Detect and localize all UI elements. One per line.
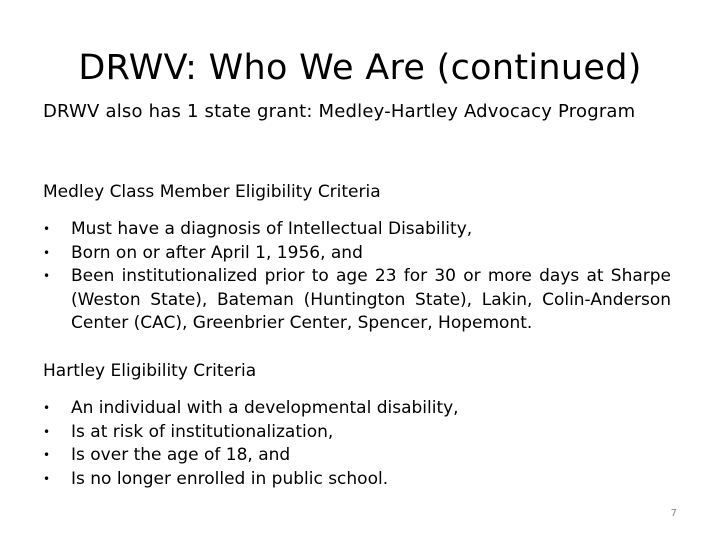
medley-criteria-list [43, 218, 671, 336]
list-item [43, 218, 671, 242]
intro-paragraph: DRWV also has 1 state grant: Medley-Hartley Advocacy Program [43, 101, 636, 122]
slide-title: DRWV: Who We Are (continued) [78, 48, 642, 88]
list-item [43, 421, 671, 445]
list-item-text: Been institutionalized prior to age 23 for 30 or more days at Sharpe (Weston State), Bateman (Huntington State), Lakin, Colin-Anderson Center (CAC), Greenbrier Center, Spencer, Hopemont. [71, 266, 671, 333]
bullet-icon: • [43, 448, 51, 462]
list-item-text: Is over the age of 18, and [71, 445, 291, 465]
list-item-text: Is no longer enrolled in public school. [71, 468, 389, 489]
bullet-icon: • [43, 269, 51, 283]
bullet-icon: • [43, 245, 51, 260]
list-item [43, 265, 671, 336]
bullet-icon: • [43, 222, 51, 236]
list-item-text: An individual with a developmental disability, [71, 398, 459, 418]
page-number: 7 [670, 508, 677, 519]
bullet-icon: • [43, 471, 51, 486]
list-item [43, 242, 671, 266]
list-item-text: Must have a diagnosis of Intellectual Disability, [71, 219, 473, 239]
list-item-text: Is at risk of institutionalization, [71, 421, 334, 442]
list-item [43, 397, 671, 421]
hartley-criteria-heading: Hartley Eligibility Criteria [43, 361, 257, 381]
bullet-icon: • [43, 401, 51, 415]
list-item [43, 468, 671, 492]
medley-criteria-heading: Medley Class Member Eligibility Criteria [43, 182, 381, 202]
hartley-criteria-list [43, 397, 671, 491]
list-item-text: Born on or after April 1, 1956, and [71, 242, 363, 263]
list-item [43, 444, 671, 468]
bullet-icon: • [43, 424, 51, 439]
